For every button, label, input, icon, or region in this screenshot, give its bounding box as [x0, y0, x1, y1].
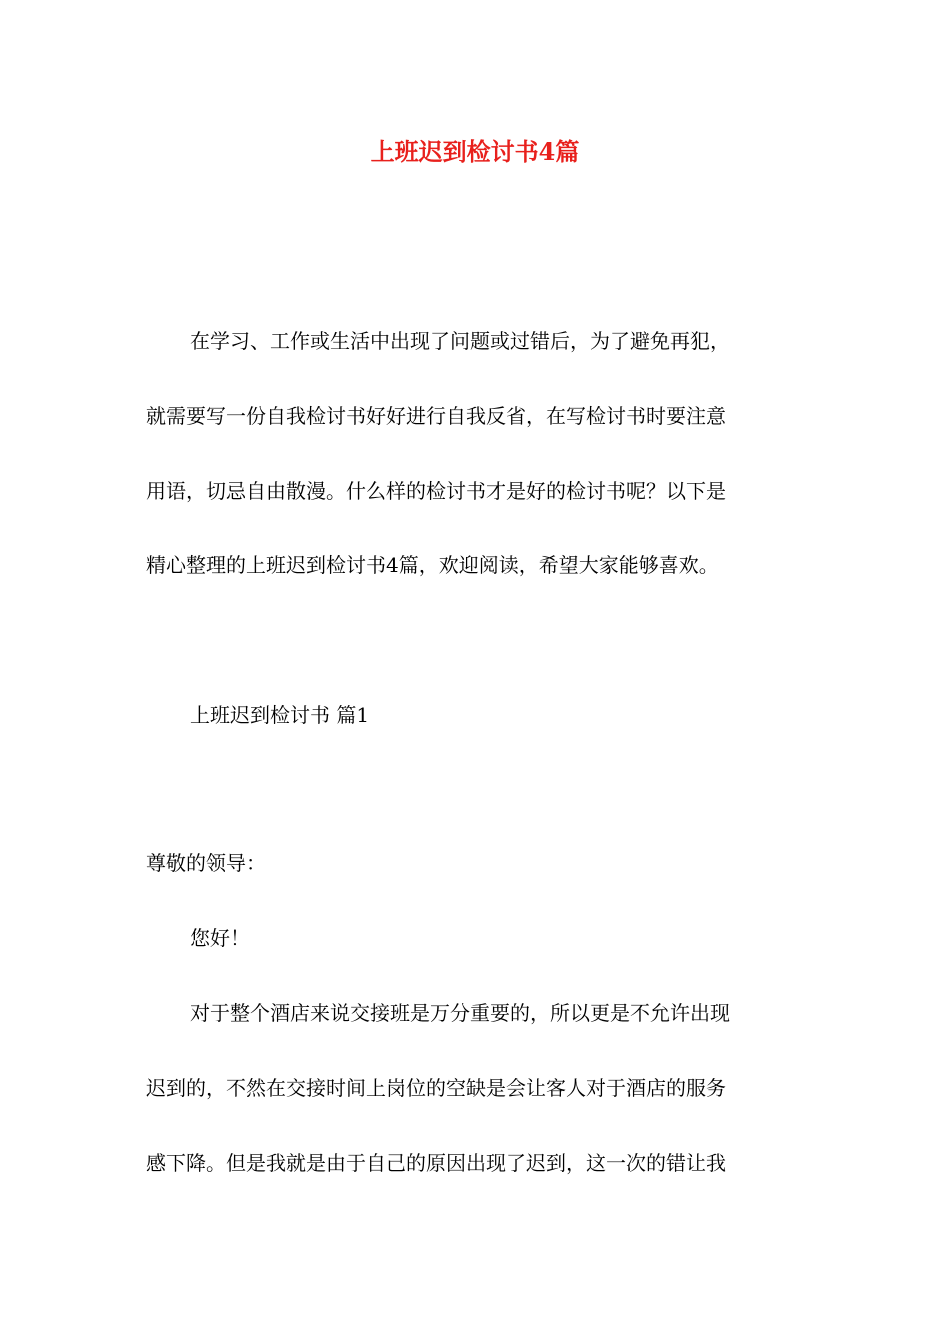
intro-line-3: 用语，切忌自由散漫。什么样的检讨书才是好的检讨书呢？以下是 — [146, 479, 726, 503]
document-title: 上班迟到检讨书4篇 — [370, 137, 580, 166]
greeting: 您好！ — [190, 926, 250, 950]
intro-line-4: 精心整理的上班迟到检讨书4篇，欢迎阅读，希望大家能够喜欢。 — [146, 553, 719, 577]
salutation: 尊敬的领导： — [146, 851, 266, 875]
body-line-3: 感下降。但是我就是由于自己的原因出现了迟到，这一次的错让我 — [146, 1151, 726, 1175]
body-line-2: 迟到的，不然在交接时间上岗位的空缺是会让客人对于酒店的服务 — [146, 1076, 726, 1100]
section-heading: 上班迟到检讨书 篇1 — [190, 703, 370, 727]
body-line-1: 对于整个酒店来说交接班是万分重要的，所以更是不允许出现 — [190, 1001, 730, 1025]
intro-line-2: 就需要写一份自我检讨书好好进行自我反省，在写检讨书时要注意 — [146, 404, 726, 428]
intro-line-1: 在学习、工作或生活中出现了问题或过错后，为了避免再犯， — [190, 329, 730, 353]
